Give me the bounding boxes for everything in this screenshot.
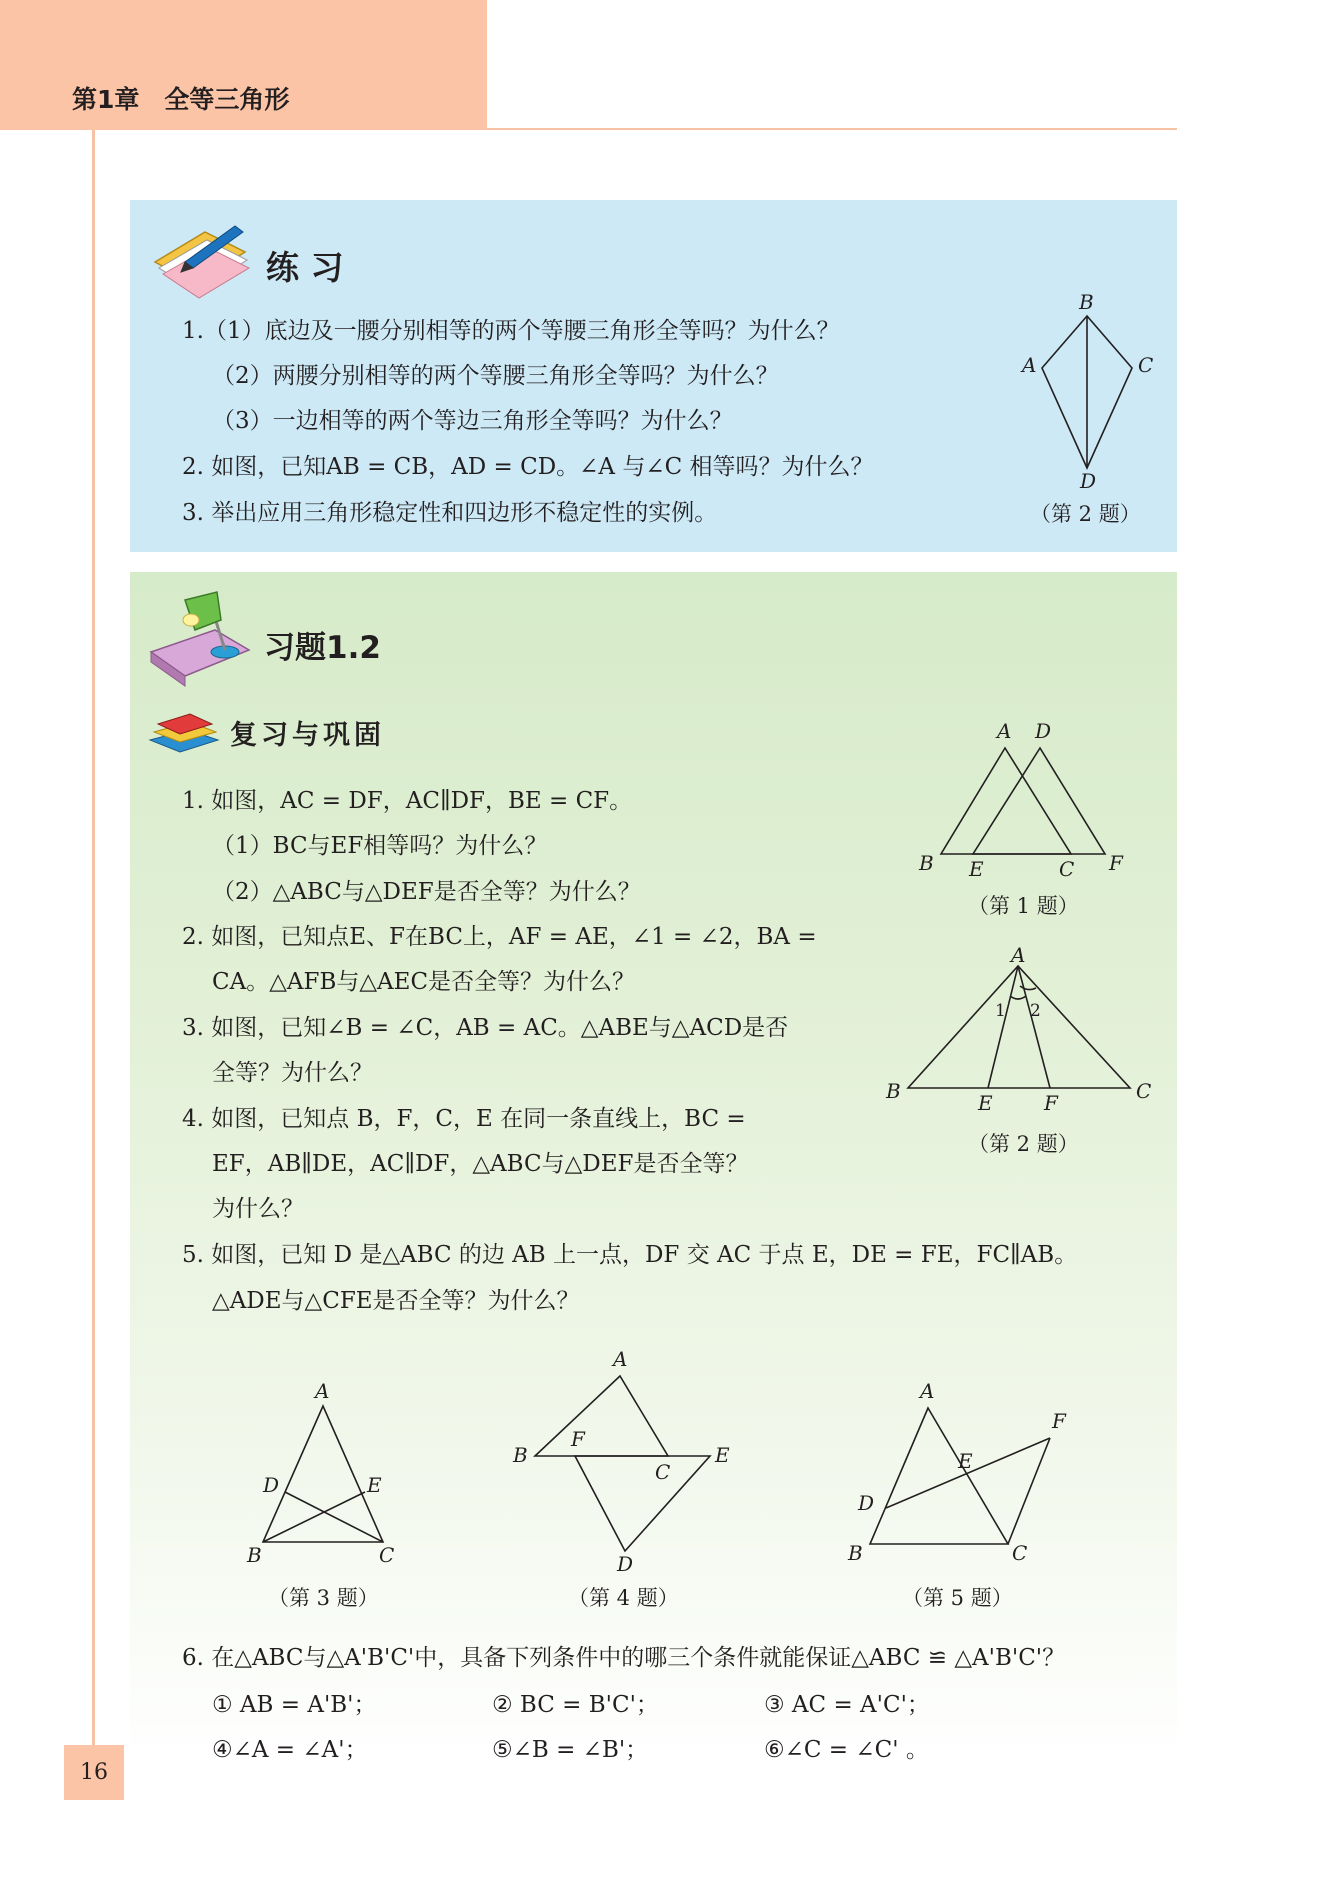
- fig2-label-f: F: [1044, 1091, 1058, 1115]
- figure-5-caption: （第 5 题）: [902, 1586, 1013, 1610]
- fig5-label-d: D: [858, 1491, 875, 1515]
- fig3-label-e: E: [367, 1473, 382, 1497]
- fig4-label-a: A: [613, 1347, 628, 1371]
- practice-item-2: 2. 如图，已知AB = CB，AD = CD。∠A 与∠C 相等吗？为什么？: [182, 454, 874, 480]
- condition-2: ② BC = B'C'；: [492, 1692, 659, 1718]
- figure-2: [880, 943, 1160, 1118]
- fig2-label-e: E: [978, 1091, 993, 1115]
- header-divider: [487, 128, 1177, 130]
- fig2-label-a: A: [1011, 943, 1026, 967]
- condition-6: ⑥∠C = ∠C' 。: [764, 1737, 929, 1763]
- fig5-label-b: B: [848, 1541, 863, 1565]
- label-c: C: [1138, 353, 1154, 377]
- fig4-label-f: F: [571, 1427, 585, 1451]
- label-a: A: [1022, 353, 1037, 377]
- figure-2-caption: （第 2 题）: [968, 1132, 1079, 1156]
- label-d: D: [1080, 469, 1097, 493]
- exercises-title: 习题1.2: [264, 630, 381, 666]
- fig4-label-e: E: [715, 1443, 730, 1467]
- practice-title: 练 习: [266, 248, 344, 287]
- practice-figure-kite: [1010, 290, 1160, 493]
- fig5-label-e: E: [958, 1449, 973, 1473]
- fig3-label-d: D: [263, 1473, 280, 1497]
- practice-item-1-1: 1.（1）底边及一腰分别相等的两个等腰三角形全等吗？为什么？: [182, 318, 840, 344]
- exercise-item-4: 4. 如图，已知点 B，F，C，E 在同一条直线上，BC =: [182, 1106, 746, 1132]
- notebook-pencil-icon: [145, 222, 255, 302]
- fig4-label-d: D: [617, 1552, 634, 1576]
- condition-5: ⑤∠B = ∠B'；: [492, 1737, 649, 1763]
- exercise-item-5: 5. 如图，已知 D 是△ABC 的边 AB 上一点，DF 交 AC 于点 E，DE = FE，FC∥AB。: [182, 1242, 1078, 1268]
- fig2-label-c: C: [1136, 1079, 1152, 1103]
- figure-4-caption: （第 4 题）: [568, 1586, 679, 1610]
- exercise-item-5-cont: △ADE与△CFE是否全等？为什么？: [212, 1288, 580, 1314]
- exercise-item-6: 6. 在△ABC与△A'B'C'中，具备下列条件中的哪三个条件就能保证△ABC ≌ △A'B'C'？: [182, 1645, 1066, 1671]
- label-b: B: [1079, 290, 1094, 314]
- fig3-label-b: B: [247, 1543, 262, 1567]
- exercise-item-1-2: （2）△ABC与△DEF是否全等？为什么？: [212, 879, 641, 905]
- fig5-label-a: A: [920, 1379, 935, 1403]
- exercise-item-1-1: （1）BC与EF相等吗？为什么？: [212, 833, 548, 859]
- fig1-label-f: F: [1109, 851, 1123, 875]
- fig3-label-c: C: [379, 1543, 395, 1567]
- exercise-item-3-cont: 全等？为什么？: [212, 1060, 373, 1086]
- figure-4: [505, 1346, 745, 1576]
- figure-3-caption: （第 3 题）: [268, 1586, 379, 1610]
- fig5-label-f: F: [1052, 1409, 1066, 1433]
- figure-1-caption: （第 1 题）: [968, 894, 1079, 918]
- practice-figure-caption: （第 2 题）: [1030, 502, 1141, 526]
- exercise-item-3: 3. 如图，已知∠B = ∠C，AB = AC。△ABE与△ACD是否: [182, 1015, 789, 1041]
- books-stack-icon: [148, 710, 220, 756]
- condition-4: ④∠A = ∠A'；: [212, 1737, 368, 1763]
- exercise-item-4-cont2: 为什么？: [212, 1196, 304, 1222]
- figure-3: [245, 1378, 405, 1578]
- fig1-label-d: D: [1035, 719, 1052, 743]
- chapter-title: 第1章 全等三角形: [72, 85, 290, 114]
- exercise-item-4-cont: EF，AB∥DE，AC∥DF，△ABC与△DEF是否全等？: [212, 1151, 749, 1177]
- fig3-label-a: A: [315, 1379, 330, 1403]
- figure-1: [915, 720, 1125, 880]
- fig2-label-1: 1: [995, 1001, 1006, 1021]
- practice-item-3: 3. 举出应用三角形稳定性和四边形不稳定性的实例。: [182, 500, 718, 526]
- fig2-label-b: B: [886, 1079, 901, 1103]
- condition-3: ③ AC = A'C'；: [764, 1692, 930, 1718]
- fig1-label-b: B: [919, 851, 934, 875]
- fig4-label-b: B: [513, 1443, 528, 1467]
- desk-lamp-book-icon: [145, 590, 255, 690]
- exercise-item-2-cont: CA。△AFB与△AEC是否全等？为什么？: [212, 969, 636, 995]
- page-number: 16: [80, 1760, 108, 1785]
- condition-1: ① AB = A'B'；: [212, 1692, 377, 1718]
- practice-item-1-2: （2）两腰分别相等的两个等腰三角形全等吗？为什么？: [212, 363, 779, 389]
- figure-5: [840, 1378, 1080, 1578]
- fig5-label-c: C: [1012, 1541, 1028, 1565]
- margin-line: [92, 130, 95, 1760]
- exercise-item-2: 2. 如图，已知点E、F在BC上，AF = AE，∠1 = ∠2，BA =: [182, 924, 817, 950]
- practice-item-1-3: （3）一边相等的两个等边三角形全等吗？为什么？: [212, 408, 733, 434]
- fig1-label-e: E: [969, 857, 984, 881]
- review-subtitle: 复习与巩固: [230, 720, 385, 751]
- fig2-label-2: 2: [1030, 1001, 1041, 1021]
- fig1-label-c: C: [1059, 857, 1075, 881]
- fig1-label-a: A: [997, 719, 1012, 743]
- exercise-item-1: 1. 如图，AC = DF，AC∥DF，BE = CF。: [182, 788, 633, 814]
- fig4-label-c: C: [655, 1460, 671, 1484]
